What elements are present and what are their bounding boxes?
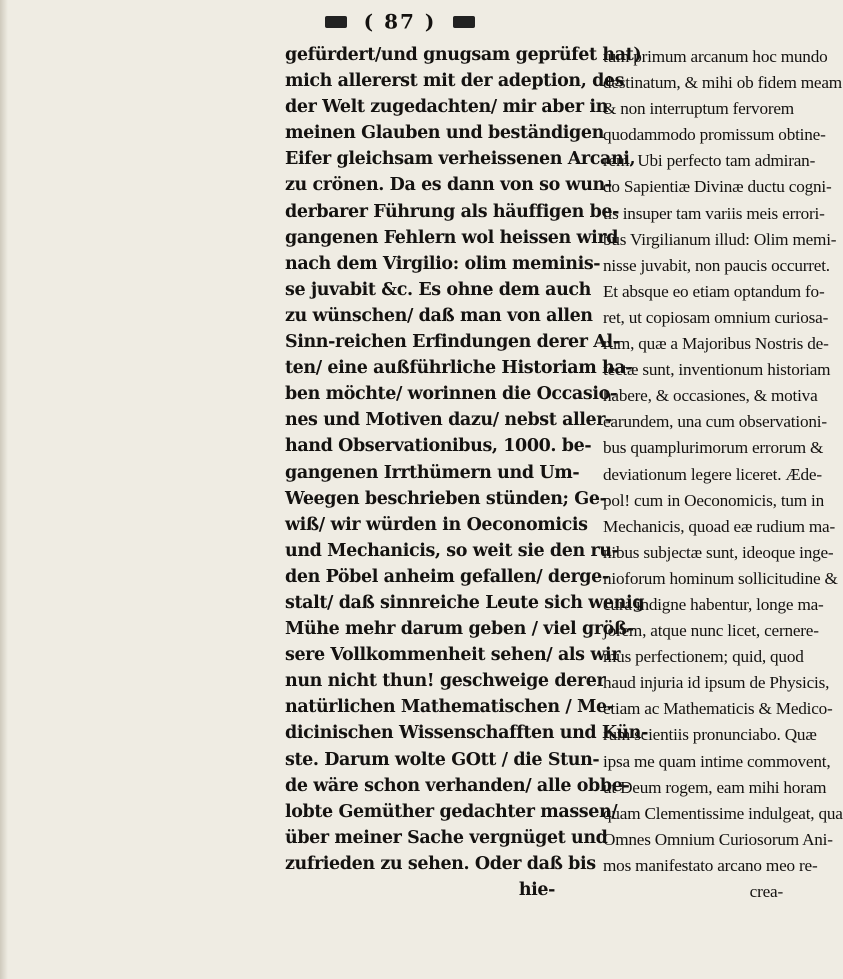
german-text-line: ste. Darum wolte GOtt / die Stun- (285, 749, 600, 770)
german-text-line: Eifer gleichsam verheissenen Arcani, (285, 149, 636, 170)
latin-text-line: cura indigne habentur, longe ma- (603, 594, 824, 614)
german-text-line: se juvabit &c. Es ohne dem auch (285, 279, 591, 300)
german-text-line: hand Observationibus, 1000. be- (285, 436, 592, 457)
german-text-line: sere Vollkommenheit sehen/ als wir (285, 645, 621, 666)
german-text-line: nes und Motiven dazu/ nebst aller- (285, 410, 612, 431)
latin-text-line: destinatum, & mihi ob fidem meam (603, 73, 842, 93)
latin-text-line: habere, & occasiones, & motiva (603, 386, 818, 406)
latin-text-line: Mechanicis, quoad eæ rudium ma- (603, 516, 835, 536)
german-text-line: gangenen Irrthümern und Um- (285, 462, 580, 483)
latin-text-catchword: crea- (749, 882, 783, 901)
german-text-line: stalt/ daß sinnreiche Leute sich wenig (285, 592, 645, 613)
latin-text-line: bus Virgilianum illud: Olim memi- (603, 229, 837, 249)
latin-text-line: do Sapientiæ Divinæ ductu cogni- (603, 177, 832, 197)
latin-text-line: jorem, atque nunc licet, cernere- (603, 621, 819, 641)
german-text-line: mich allererst mit der adeption, des (285, 71, 625, 92)
latin-text-line: & non interruptum fervorem (603, 99, 794, 119)
german-text-line: und Mechanicis, so weit sie den ru- (285, 540, 619, 561)
german-text-line: wiß/ wir würden in Oeconomicis (285, 514, 588, 535)
german-column (285, 42, 648, 903)
header-ornament-left-icon (325, 16, 347, 28)
latin-text-line: nisse juvabit, non paucis occurret. (603, 255, 830, 275)
latin-text-line: mus perfectionem; quid, quod (603, 647, 804, 667)
german-text-line: ten/ eine außführliche Historiam ha- (285, 358, 633, 379)
german-text-line: über meiner Sache vergnüget und (285, 827, 608, 848)
german-text-line: ben möchte/ worinnen die Occasio- (285, 384, 617, 405)
latin-text-line: ut Deum rogem, eam mihi horam (603, 777, 827, 797)
page-header (0, 8, 800, 34)
latin-text-line: tum primum arcanum hoc mundo (603, 47, 828, 66)
latin-text-line: pol! cum in Oeconomicis, tum in (603, 490, 825, 510)
header-ornament-right-icon (453, 16, 475, 28)
page-gutter-shadow (0, 0, 8, 979)
german-text-line: natürlichen Mathematischen / Me- (285, 697, 614, 718)
latin-text-line: deviationum legere liceret. Æde- (603, 464, 822, 484)
latin-text-line: rem. Ubi perfecto tam admiran- (603, 151, 816, 171)
latin-text-line: haud injuria id ipsum de Physicis, (603, 673, 830, 693)
latin-text-line: rum, quæ a Majoribus Nostris de- (603, 334, 829, 354)
latin-text-line: earundem, una cum observationi- (603, 412, 827, 432)
latin-text-line: tis insuper tam variis meis errori- (603, 203, 825, 223)
german-text-line: dicinischen Wissenschafften und Kün- (285, 723, 648, 744)
german-text-line: gefürdert/und gnugsam geprüfet hat) (285, 45, 642, 65)
latin-text-line: quam Clementissime indulgeat, qua (603, 803, 843, 823)
latin-text-line: Omnes Omnium Curiosorum Ani- (603, 829, 833, 849)
german-text-line: zu wünschen/ daß man von allen (285, 305, 593, 326)
latin-text-line: ret, ut copiosam omnium curiosa- (603, 307, 829, 327)
latin-text-line: mos manifestato arcano meo re- (603, 855, 818, 875)
latin-text-line: Et absque eo etiam optandum fo- (603, 281, 825, 301)
german-text-line: Sinn-reichen Erfindungen derer Al- (285, 332, 620, 353)
german-text-catchword: hie- (518, 880, 555, 900)
page-number: ( 87 ) (363, 9, 437, 34)
german-text-line: nun nicht thun! geschweige derer (285, 671, 606, 692)
latin-text-line: nioforum hominum sollicitudine & (603, 568, 838, 588)
german-text-line: zufrieden zu sehen. Oder daß bis (285, 853, 596, 874)
latin-text-line: nibus subjectæ sunt, ideoque inge- (603, 542, 834, 562)
german-text-line: meinen Glauben und beständigen (285, 123, 604, 144)
german-text-line: den Pöbel anheim gefallen/ derge- (285, 566, 609, 587)
german-text-line: de wäre schon verhanden/ alle obbe- (285, 775, 630, 796)
german-text-line: Mühe mehr darum geben / viel größ- (285, 619, 634, 640)
german-text-line: lobte Gemüther gedachter massen/ (285, 801, 618, 822)
german-text-line: gangenen Fehlern wol heissen wird (285, 227, 619, 248)
german-text-line: Weegen beschrieben stünden; Ge- (285, 488, 607, 509)
latin-text-line: tectæ sunt, inventionum historiam (603, 360, 831, 380)
german-text-line: der Welt zugedachten/ mir aber in (285, 97, 608, 118)
latin-text-line: bus quamplurimorum errorum & (603, 438, 824, 458)
latin-text-line: etiam ac Mathematicis & Medico- (603, 699, 833, 719)
latin-column (603, 44, 843, 905)
german-text-line: zu crönen. Da es dann von so wun- (285, 175, 612, 196)
german-text-line: derbarer Führung als häuffigen be- (285, 201, 620, 222)
german-text-line: nach dem Virgilio: olim meminis- (285, 253, 601, 274)
latin-text-line: rum scientiis pronunciabo. Quæ (603, 725, 817, 745)
latin-text-line: quodammodo promissum obtine- (603, 125, 826, 145)
latin-text-line: ipsa me quam intime commovent, (603, 751, 831, 771)
